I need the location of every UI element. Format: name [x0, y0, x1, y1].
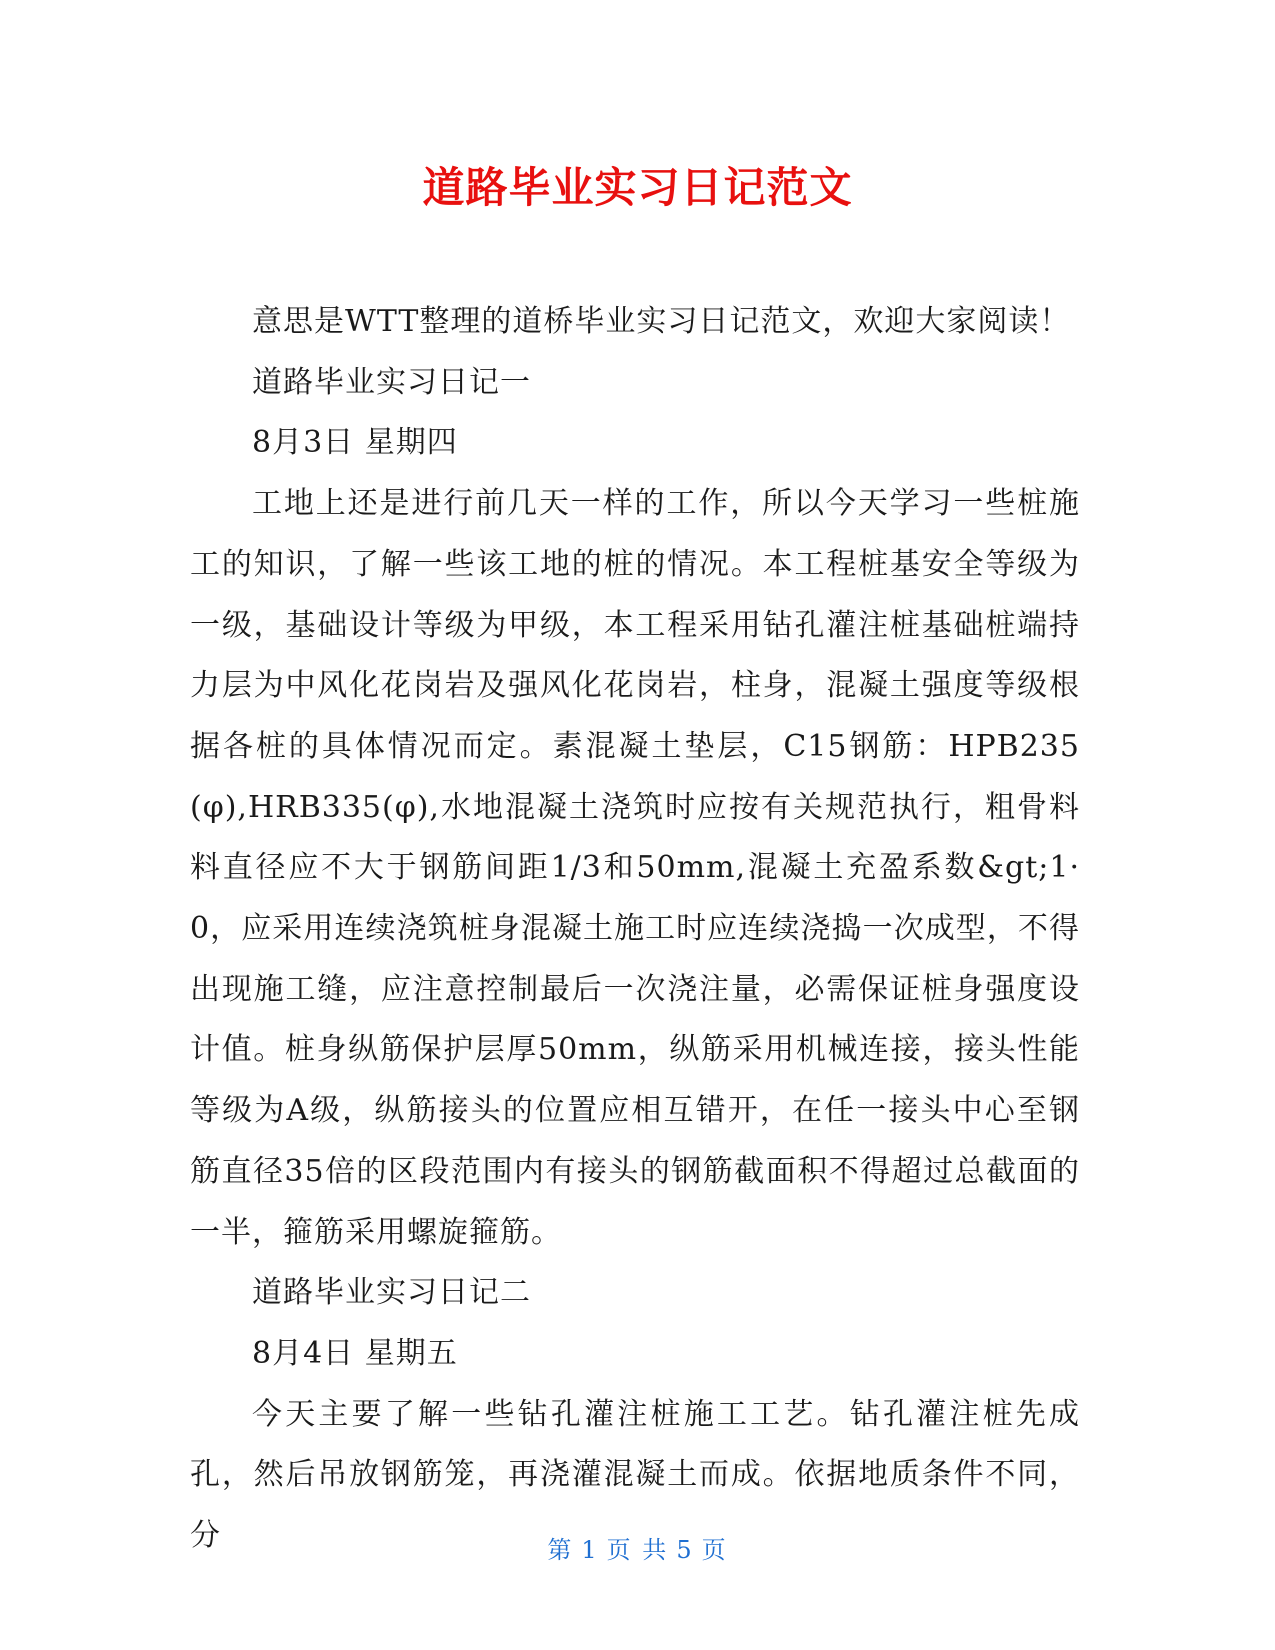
diary-date-2: 8月4日 星期五	[252, 1335, 458, 1371]
diary-heading-1: 道路毕业实习日记一	[252, 364, 531, 400]
footer-current-page: 1	[581, 1536, 599, 1564]
page-number-footer	[0, 1534, 1275, 1566]
diary-entry-2: 今天主要了解一些钻孔灌注桩施工工艺。钻孔灌注桩先成孔，然后吊放钢筋笼，再浇灌混凝土而成。依据地质条件不同，分	[190, 1396, 1080, 1554]
diary-date-1: 8月3日 星期四	[252, 425, 458, 461]
intro-paragraph: 意思是WTT整理的道桥毕业实习日记范文，欢迎大家阅读！	[252, 304, 1071, 339]
document-body	[190, 292, 1080, 1567]
footer-suffix: 页	[701, 1536, 728, 1564]
diary-entry-1: 工地上还是进行前几天一样的工作，所以今天学习一些桩施工的知识，了解一些该工地的桩的情况。本工程桩基安全等级为一级，基础设计等级为甲级，本工程采用钻孔灌注桩基础桩端持力层为中风化花岗岩及强风化花岗岩，柱身，混凝土强度等级根据各桩的具体情况而定。素混凝土垫层，C15钢筋：HPB235(φ),HRB335(φ),水地混凝土浇筑时应按有关规范执行，粗骨料料直径应不大于钢筋间距1/3和50mm,混凝土充盈系数&gt;1·0，应采用连续浇筑桩身混凝土施工时应连续浇捣一次成型，不得出现施工缝，应注意控制最后一次浇注量，必需保证桩身强度设计值。桩身纵筋保护层厚50mm，纵筋采用机械连接，接头性能等级为A级，纵筋接头的位置应相互错开，在任一接头中心至钢筋直径35倍的区段范围内有接头的钢筋截面积不得超过总截面的一半，箍筋采用螺旋箍筋。	[190, 486, 1080, 1250]
document-title: 道路毕业实习日记范文	[422, 163, 853, 212]
diary-heading-2: 道路毕业实习日记二	[252, 1275, 531, 1311]
footer-mid: 页 共	[606, 1536, 669, 1564]
footer-total-pages: 5	[676, 1536, 694, 1564]
footer-prefix: 第	[547, 1536, 574, 1564]
